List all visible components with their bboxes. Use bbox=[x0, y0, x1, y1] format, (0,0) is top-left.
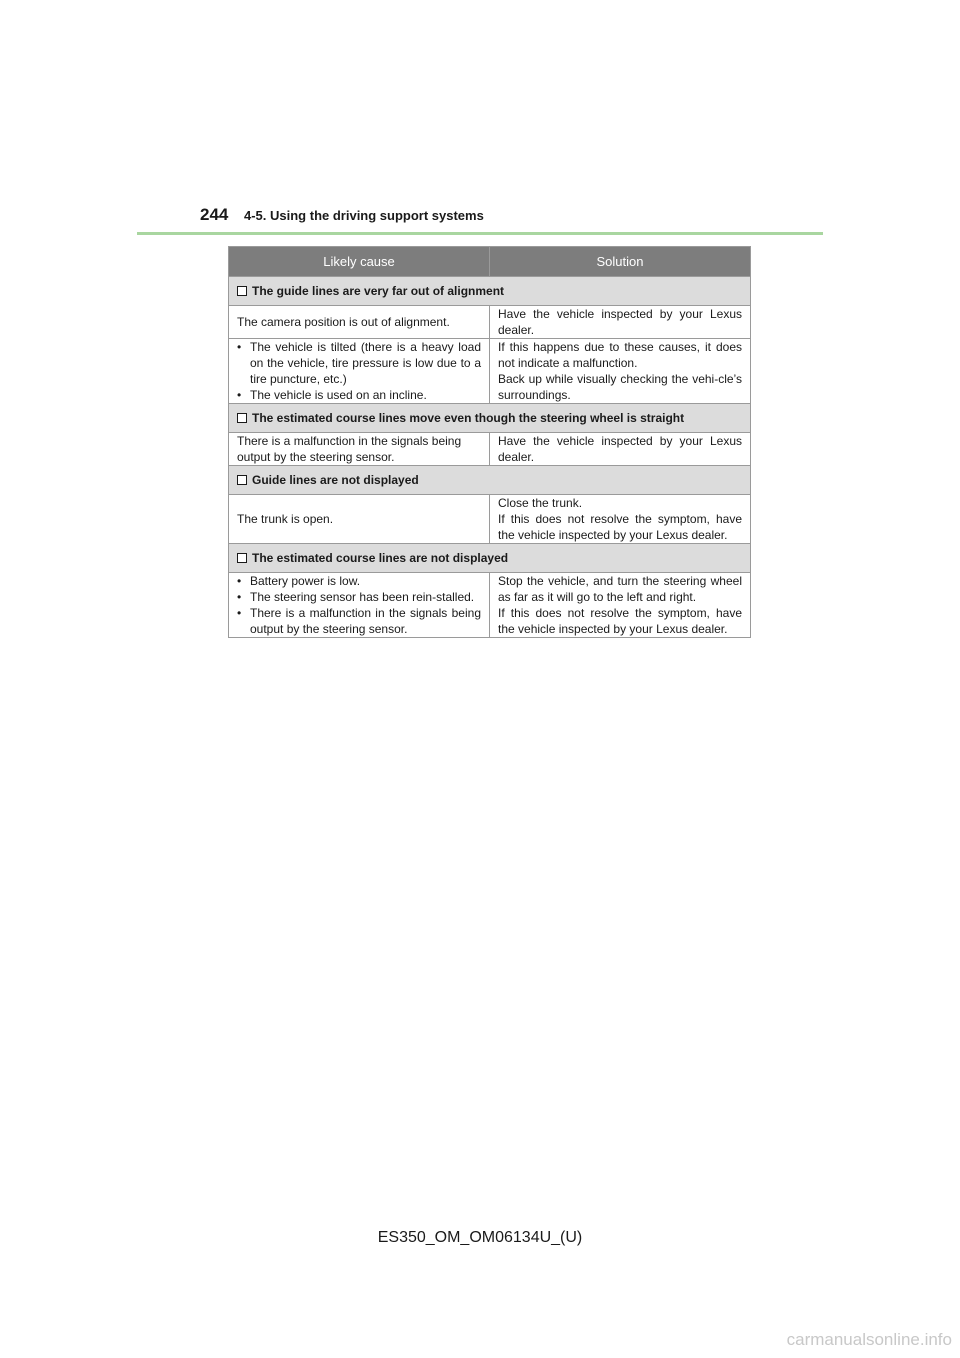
solution-text: Have the vehicle inspected by your Lexus dealer. bbox=[498, 434, 742, 464]
cause-cell bbox=[229, 433, 490, 466]
symptom-row bbox=[229, 404, 751, 433]
symptom-label: The estimated course lines are not displayed bbox=[252, 551, 509, 565]
symptom-row bbox=[229, 544, 751, 573]
cause-cell bbox=[229, 495, 490, 544]
troubleshooting-table bbox=[228, 246, 751, 638]
solution-text: If this does not resolve the symptom, have the vehicle inspected by your Lexus dealer. bbox=[498, 606, 742, 636]
checkbox-icon bbox=[237, 553, 247, 563]
section-title: 4-5. Using the driving support systems bbox=[244, 208, 484, 223]
cause-text: There is a malfunction in the signals being output by the steering sensor. bbox=[237, 434, 462, 464]
checkbox-icon bbox=[237, 413, 247, 423]
table-row bbox=[229, 433, 751, 466]
cause-cell bbox=[229, 306, 490, 339]
solution-text: If this happens due to these causes, it does not indicate a malfunction. bbox=[498, 340, 742, 370]
solution-text: Stop the vehicle, and turn the steering wheel as far as it will go to the left and right. bbox=[498, 574, 742, 604]
symptom-row bbox=[229, 466, 751, 495]
column-header-likely-cause: Likely cause bbox=[229, 247, 490, 277]
watermark: carmanualsonline.info bbox=[786, 1330, 952, 1349]
solution-text: Have the vehicle inspected by your Lexus dealer. bbox=[498, 307, 742, 337]
list-item: • There is a malfunction in the signals being output by the steering sensor. bbox=[237, 605, 481, 637]
page-header bbox=[200, 204, 820, 232]
symptom-label: Guide lines are not displayed bbox=[252, 473, 419, 487]
solution-cell bbox=[490, 495, 751, 544]
checkbox-icon bbox=[237, 286, 247, 296]
table-header-row bbox=[229, 247, 751, 277]
checkbox-icon bbox=[237, 475, 247, 485]
table-row bbox=[229, 495, 751, 544]
table-row bbox=[229, 573, 751, 638]
symptom-row bbox=[229, 277, 751, 306]
page-number: 244 bbox=[200, 205, 229, 224]
list-item: • The steering sensor has been rein-stalled. bbox=[237, 589, 481, 605]
list-item: • The vehicle is tilted (there is a heavy load on the vehicle, tire pressure is low due to a tire puncture, etc.) bbox=[237, 339, 481, 387]
cause-cell bbox=[229, 339, 490, 404]
solution-text: Close the trunk. bbox=[498, 496, 583, 510]
header-rule bbox=[137, 232, 823, 235]
table-row bbox=[229, 306, 751, 339]
list-item: • Battery power is low. bbox=[237, 573, 481, 589]
manual-code: ES350_OM_OM06134U_(U) bbox=[377, 1229, 583, 1246]
cause-text: The camera position is out of alignment. bbox=[237, 315, 450, 329]
column-header-solution: Solution bbox=[490, 247, 751, 277]
cause-list bbox=[237, 339, 481, 403]
solution-text: Back up while visually checking the vehi-cle’s surroundings. bbox=[498, 372, 742, 402]
solution-cell bbox=[490, 573, 751, 638]
cause-text: The trunk is open. bbox=[237, 512, 334, 526]
list-item: • The vehicle is used on an incline. bbox=[237, 387, 481, 403]
solution-cell bbox=[490, 306, 751, 339]
symptom-label: The guide lines are very far out of alignment bbox=[252, 284, 505, 298]
symptom-label: The estimated course lines move even though the steering wheel is straight bbox=[252, 411, 685, 425]
cause-cell bbox=[229, 573, 490, 638]
cause-list bbox=[237, 573, 481, 637]
solution-text: If this does not resolve the symptom, have the vehicle inspected by your Lexus dealer. bbox=[498, 512, 742, 542]
solution-cell bbox=[490, 433, 751, 466]
solution-cell bbox=[490, 339, 751, 404]
table-row bbox=[229, 339, 751, 404]
